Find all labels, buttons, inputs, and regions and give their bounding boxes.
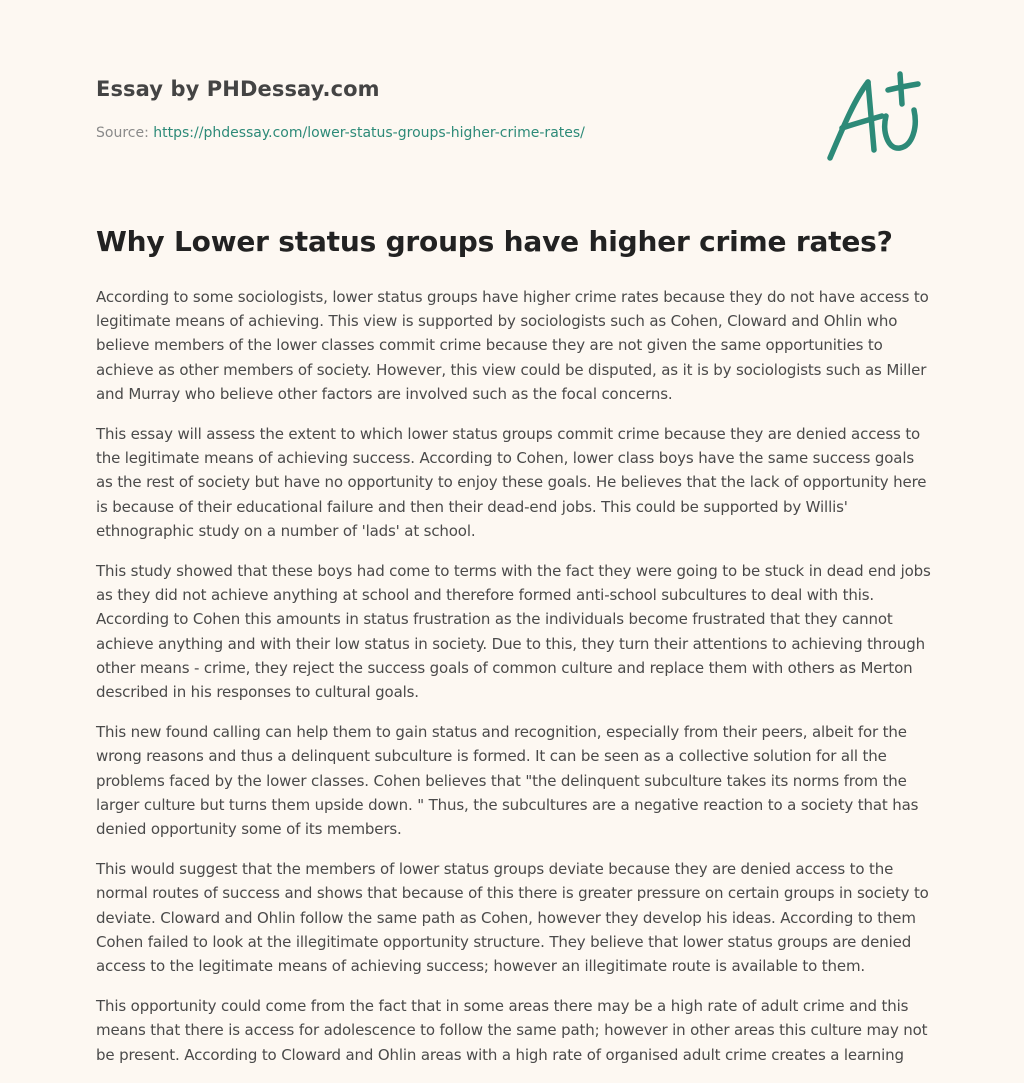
a-plus-logo-icon [824,70,924,165]
source-line [96,125,585,141]
essay-body [96,285,932,1083]
paragraph: This would suggest that the members of lower status groups deviate because they are denied access to the normal routes of success and shows that because of this there is greater pressure on certain groups in society to deviate. Cloward and Ohlin follow the same path as Cohen, however they develop his ideas. According to them Cohen failed to look at the illegitimate opportunity structure. They believe that lower status groups are denied access to the legitimate means of achieving success; however an illegitimate route is available to them. [96,860,929,976]
paragraph: This essay will assess the extent to which lower status groups commit crime because they are denied access to the legitimate means of achieving success. According to Cohen, lower class boys have the same success goals as the rest of society but have no opportunity to enjoy these goals. He believes that the lack of opportunity here is because of their educational failure and then their dead-end jobs. This could be supported by Willis' ethnographic study on a number of 'lads' at school. [96,425,927,540]
paragraph: This new found calling can help them to gain status and recognition, especially from their peers, albeit for the wrong reasons and thus a delinquent subculture is formed. It can be seen as a collective solution for all the problems faced by the lower classes. Cohen believes that "the delinquent subculture takes its norms from the larger culture but turns them upside down. " Thus, the subcultures are a negative reaction to a society that has denied opportunity some of its members. [96,723,919,839]
paragraph: According to some sociologists, lower status groups have higher crime rates because they do not have access to legitimate means of achieving. This view is supported by sociologists such as Cohen, Cloward and Ohlin who believe members of the lower classes commit crime because they are not given the same opportunities to achieve as other members of society. However, this view could be disputed, as it is by sociologists such as Miller and Murray who believe other factors are involved such as the focal concerns. [96,288,929,403]
source-label: Source: [96,125,154,141]
paragraph: This opportunity could come from the fact that in some areas there may be a high rate of adult crime and this means that there is access for adolescence to follow the same path; however in other areas this culture may not be present. According to Cloward and Ohlin areas with a high rate of organised adult crime creates a learning [96,997,928,1064]
page-header [96,0,932,190]
essay-title: Why Lower status groups have higher crime rates? [96,225,893,258]
document-page [96,0,932,1064]
brand-title: Essay by PHDessay.com [96,77,380,101]
source-link[interactable]: https://phdessay.com/lower-status-groups-higher-crime-rates/ [153,125,585,141]
paragraph: This study showed that these boys had come to terms with the fact they were going to be stuck in dead end jobs as they did not achieve anything at school and therefore formed anti-school subcultures to deal with this. According to Cohen this amounts in status frustration as the individuals become frustrated that they cannot achieve anything and with their low status in society. Due to this, they turn their attentions to achieving through other means - crime, they reject the success goals of common culture and replace them with others as Merton described in his responses to cultural goals. [96,562,931,702]
